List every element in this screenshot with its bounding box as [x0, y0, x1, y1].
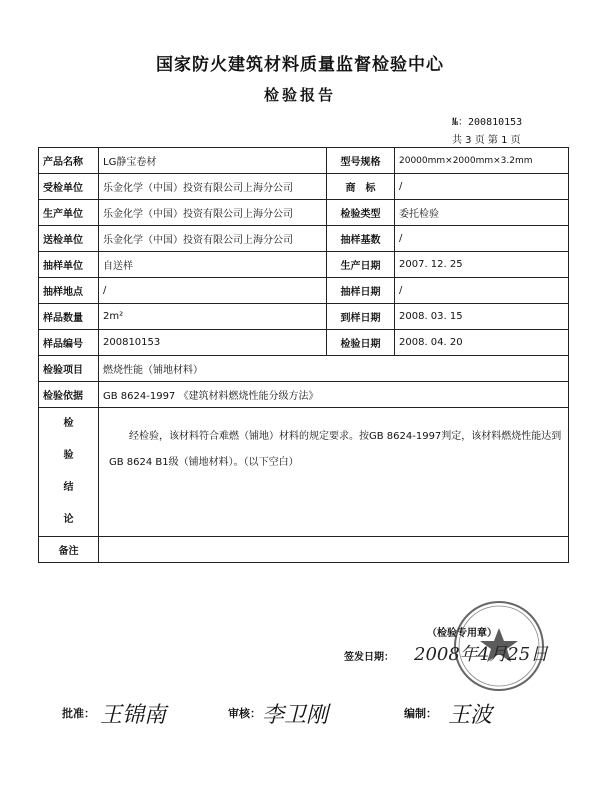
sample-no-value: 200810153: [99, 330, 327, 356]
table-row: [39, 356, 569, 382]
sampling-base-label: 抽样基数: [327, 226, 395, 252]
conclusion-text: 经检验，该材料符合难燃（铺地）材料的规定要求。按GB 8624-1997判定，该材料燃烧性能达到GB 8624 B1级（铺地材料）。（以下空白）: [109, 431, 562, 468]
approve-signature: 王锦南: [100, 703, 167, 728]
sampler-value: 自送样: [99, 252, 327, 278]
table-row: [39, 304, 569, 330]
report-title: 国家防火建筑材料质量监督检验中心: [156, 55, 444, 75]
table-row: [39, 174, 569, 200]
table-row: [39, 252, 569, 278]
client-value: 乐金化学（中国）投资有限公司上海分公司: [99, 174, 327, 200]
arrival-date-value: 2008. 03. 15: [395, 304, 569, 330]
sampling-site-label: 抽样地点: [39, 278, 99, 304]
table-row: [39, 278, 569, 304]
product-name-value: LG静宝卷材: [99, 148, 327, 174]
table-row: [39, 226, 569, 252]
review-signature: 李卫刚: [262, 703, 329, 728]
model-label: 型号规格: [327, 148, 395, 174]
table-row: [39, 408, 569, 537]
model-value: 20000mm×2000mm×3.2mm: [395, 148, 569, 174]
test-date-label: 检验日期: [327, 330, 395, 356]
conclusion-label-text: 检 验 结 论: [63, 418, 74, 525]
remarks-label: 备注: [39, 537, 99, 563]
remarks-value: [99, 537, 569, 563]
client-label: 受检单位: [39, 174, 99, 200]
sample-no-label: 样品编号: [39, 330, 99, 356]
report-subtitle: 检验报告: [263, 86, 336, 104]
report-number: №：200810153: [452, 117, 523, 128]
review-label: 审核：: [228, 707, 261, 720]
sample-qty-value: 2m²: [99, 304, 327, 330]
test-date-value: 2008. 04. 20: [395, 330, 569, 356]
sign-date-label: 签发日期：: [344, 652, 394, 663]
inspection-type-value: 委托检验: [395, 200, 569, 226]
production-date-value: 2007. 12. 25: [395, 252, 569, 278]
table-row: [39, 330, 569, 356]
inspection-type-label: 检验类型: [327, 200, 395, 226]
sample-qty-label: 样品数量: [39, 304, 99, 330]
conclusion-cell: [99, 408, 569, 665]
conclusion-label: [39, 408, 99, 537]
table-row: [39, 382, 569, 408]
approve-label: 批准：: [62, 707, 95, 720]
production-date-label: 生产日期: [327, 252, 395, 278]
test-item-label: 检验项目: [39, 356, 99, 382]
producer-value: 乐金化学（中国）投资有限公司上海分公司: [99, 200, 327, 226]
arrival-date-label: 到样日期: [327, 304, 395, 330]
test-basis-label: 检验依据: [39, 382, 99, 408]
sampling-date-value: /: [395, 278, 569, 304]
sampling-site-value: /: [99, 278, 327, 304]
sender-value: 乐金化学（中国）投资有限公司上海分公司: [99, 226, 327, 252]
sampler-label: 抽样单位: [39, 252, 99, 278]
sampling-base-value: /: [395, 226, 569, 252]
table-row: [39, 537, 569, 563]
sender-label: 送检单位: [39, 226, 99, 252]
test-basis-value: GB 8624-1997 《建筑材料燃烧性能分级方法》: [99, 382, 569, 408]
author-signature: 王波: [448, 703, 493, 728]
test-item-value: 燃烧性能（铺地材料）: [99, 356, 569, 382]
report-table: [38, 147, 569, 665]
trademark-value: /: [395, 174, 569, 200]
sampling-date-label: 抽样日期: [327, 278, 395, 304]
page-count: 共 3 页 第 1 页: [452, 135, 521, 146]
trademark-label: 商 标: [327, 174, 395, 200]
product-name-label: 产品名称: [39, 148, 99, 174]
table-row: [39, 148, 569, 174]
author-label: 编制：: [404, 707, 437, 720]
sign-date-value: 2008年4月25日: [414, 644, 549, 665]
table-row: [39, 200, 569, 226]
stamp-label: （检验专用章）: [427, 628, 497, 639]
producer-label: 生产单位: [39, 200, 99, 226]
